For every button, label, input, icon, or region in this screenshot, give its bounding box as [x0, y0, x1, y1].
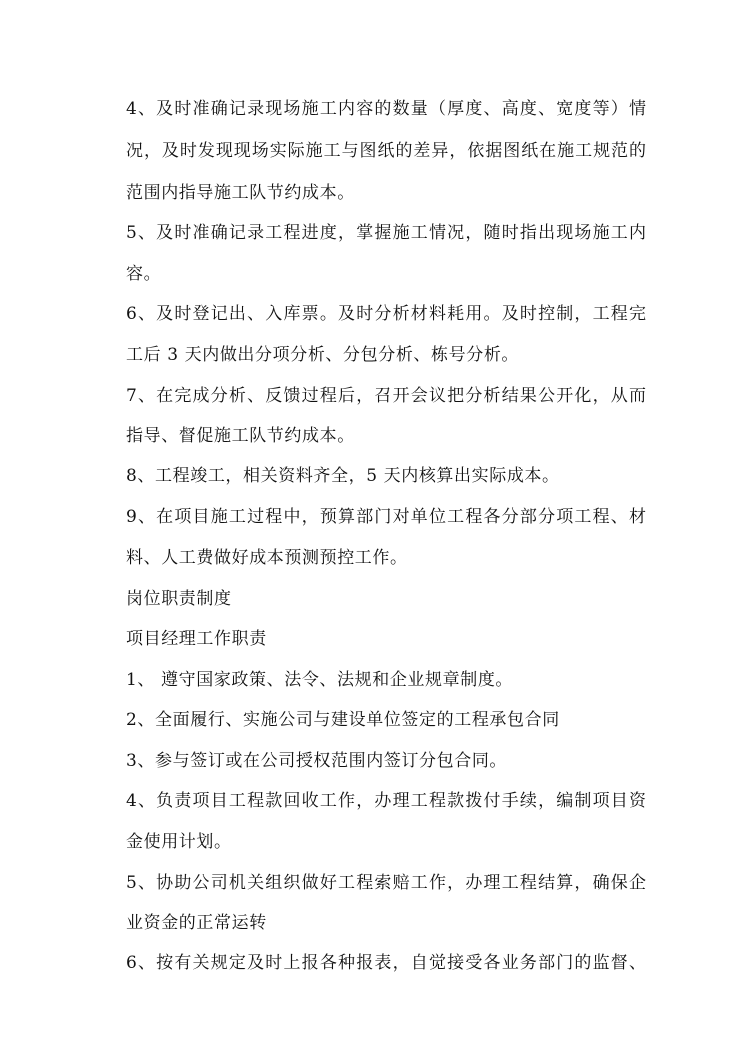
text-line: 业资金的正常运转	[126, 913, 267, 933]
text-line: 5、协助公司机关组织做好工程索赔工作，办理工程结算，确保企	[126, 873, 646, 893]
text-line: 4、及时准确记录现场施工内容的数量（厚度、高度、宽度等）情	[126, 99, 646, 119]
text-line: 料、人工费做好成本预测预控工作。	[126, 548, 408, 568]
text-line: 6、及时登记出、入库票。及时分析材料耗用。及时控制，工程完	[126, 304, 646, 324]
text-line: 2、全面履行、实施公司与建设单位签定的工程承包合同	[126, 710, 560, 730]
text-line: 5、及时准确记录工程进度，掌握施工情况，随时指出现场施工内	[126, 223, 646, 243]
section-heading: 岗位职责制度	[126, 589, 232, 609]
text-line: 8、工程竣工，相关资料齐全，5 天内核算出实际成本。	[126, 466, 560, 486]
text-line: 7、在完成分析、反馈过程后，召开会议把分析结果公开化，从而	[126, 386, 646, 406]
text-line: 6、按有关规定及时上报各种报表，自觉接受各业务部门的监督、	[126, 953, 646, 973]
text-line: 容。	[126, 264, 162, 284]
text-line: 况，及时发现现场实际施工与图纸的差异，依据图纸在施工规范的	[126, 141, 646, 161]
text-line: 金使用计划。	[126, 832, 232, 852]
text-line: 1、 遵守国家政策、法令、法规和企业规章制度。	[126, 670, 514, 690]
subsection-heading: 项目经理工作职责	[126, 629, 267, 649]
text-line: 4、负责项目工程款回收工作，办理工程款拨付手续，编制项目资	[126, 791, 646, 811]
text-line: 3、参与签订或在公司授权范围内签订分包合同。	[126, 751, 508, 771]
text-line: 指导、督促施工队节约成本。	[126, 426, 355, 446]
text-line: 范围内指导施工队节约成本。	[126, 183, 355, 203]
text-line: 工后 3 天内做出分项分析、分包分析、栋号分析。	[126, 345, 520, 365]
text-line: 9、在项目施工过程中，预算部门对单位工程各分部分项工程、材	[126, 507, 646, 527]
